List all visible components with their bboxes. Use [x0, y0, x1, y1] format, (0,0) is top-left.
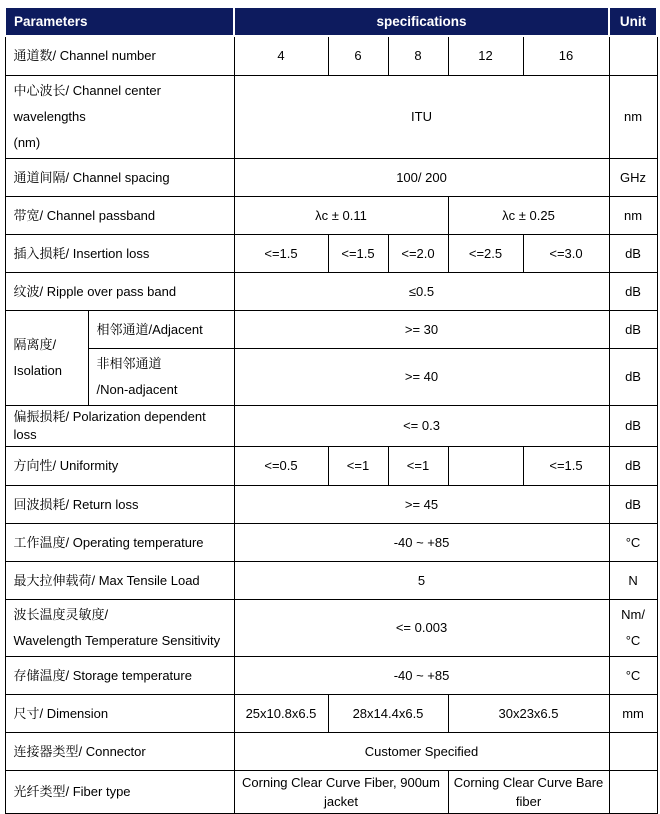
- row-return-loss: [5, 486, 657, 524]
- max-tensile-label: 最大拉伸载荷/ Max Tensile Load: [5, 562, 234, 600]
- fiber-type-jacketed: Corning Clear Curve Fiber, 900um jacket: [234, 771, 448, 814]
- channel-number-12: 12: [448, 36, 523, 76]
- wavelength-sensitivity-value: <= 0.003: [234, 600, 609, 657]
- wavelength-sensitivity-line1: 波长温度灵敏度/: [13, 607, 109, 622]
- channel-number-unit: [609, 36, 657, 76]
- row-fiber-type: [5, 771, 657, 814]
- isolation-non-adjacent-label: [88, 349, 234, 406]
- storage-temp-label: 存储温度/ Storage temperature: [5, 657, 234, 695]
- isolation-non-adjacent-line1: 非相邻通道: [96, 356, 162, 371]
- header-specifications: specifications: [234, 7, 609, 36]
- center-wavelength-value: ITU: [234, 76, 609, 159]
- insertion-loss-6ch: <=1.5: [328, 235, 388, 273]
- isolation-adjacent-unit: dB: [609, 311, 657, 349]
- channel-number-label: 通道数/ Channel number: [5, 36, 234, 76]
- row-dimension: [5, 695, 657, 733]
- center-wavelength-unit: nm: [609, 76, 657, 159]
- channel-number-4: 4: [234, 36, 328, 76]
- insertion-loss-label: 插入损耗/ Insertion loss: [5, 235, 234, 273]
- insertion-loss-unit: dB: [609, 235, 657, 273]
- operating-temp-label: 工作温度/ Operating temperature: [5, 524, 234, 562]
- dimension-label: 尺寸/ Dimension: [5, 695, 234, 733]
- isolation-group-label: [5, 311, 88, 406]
- wavelength-sensitivity-label: [5, 600, 234, 657]
- pdl-value: <= 0.3: [234, 406, 609, 447]
- isolation-non-adjacent-unit: dB: [609, 349, 657, 406]
- row-isolation-adjacent: [5, 311, 657, 349]
- row-operating-temp: [5, 524, 657, 562]
- uniformity-6ch: <=1: [328, 447, 388, 486]
- center-wavelength-label-line1: 中心波长/ Channel center wavelengths: [13, 83, 161, 124]
- center-wavelength-label: [5, 76, 234, 159]
- passband-value-narrow: λc ± 0.11: [234, 197, 448, 235]
- pdl-unit: dB: [609, 406, 657, 447]
- row-channel-spacing: [5, 159, 657, 197]
- wavelength-sensitivity-unit: [609, 600, 657, 657]
- fiber-type-bare: Corning Clear Curve Bare fiber: [448, 771, 609, 814]
- operating-temp-unit: °C: [609, 524, 657, 562]
- header-unit: Unit: [609, 7, 657, 36]
- ripple-unit: dB: [609, 273, 657, 311]
- passband-value-wide: λc ± 0.25: [448, 197, 609, 235]
- dimension-4ch: 25x10.8x6.5: [234, 695, 328, 733]
- spec-table: [4, 6, 658, 814]
- uniformity-unit: dB: [609, 447, 657, 486]
- operating-temp-value: -40 ~ +85: [234, 524, 609, 562]
- row-connector: [5, 733, 657, 771]
- channel-spacing-unit: GHz: [609, 159, 657, 197]
- center-wavelength-label-line2: (nm): [13, 135, 41, 150]
- isolation-adjacent-value: >= 30: [234, 311, 609, 349]
- insertion-loss-8ch: <=2.0: [388, 235, 448, 273]
- isolation-non-adjacent-line2: /Non-adjacent: [96, 382, 178, 397]
- row-passband: [5, 197, 657, 235]
- ripple-value: ≤0.5: [234, 273, 609, 311]
- connector-unit: [609, 733, 657, 771]
- uniformity-4ch: <=0.5: [234, 447, 328, 486]
- isolation-non-adjacent-value: >= 40: [234, 349, 609, 406]
- dimension-unit: mm: [609, 695, 657, 733]
- isolation-adjacent-label: 相邻通道/Adjacent: [88, 311, 234, 349]
- return-loss-unit: dB: [609, 486, 657, 524]
- row-center-wavelength: [5, 76, 657, 159]
- header-row: [5, 7, 657, 36]
- connector-value: Customer Specified: [234, 733, 609, 771]
- storage-temp-value: -40 ~ +85: [234, 657, 609, 695]
- wavelength-sensitivity-unit-line1: Nm/: [621, 607, 645, 622]
- passband-label: 带宽/ Channel passband: [5, 197, 234, 235]
- fiber-type-label: 光纤类型/ Fiber type: [5, 771, 234, 814]
- channel-number-16: 16: [523, 36, 609, 76]
- row-isolation-non-adjacent: [5, 349, 657, 406]
- max-tensile-unit: N: [609, 562, 657, 600]
- row-ripple: [5, 273, 657, 311]
- passband-unit: nm: [609, 197, 657, 235]
- return-loss-value: >= 45: [234, 486, 609, 524]
- dimension-6-8ch: 28x14.4x6.5: [328, 695, 448, 733]
- channel-number-6: 6: [328, 36, 388, 76]
- row-pdl: [5, 406, 657, 447]
- wavelength-sensitivity-line2: Wavelength Temperature Sensitivity: [13, 633, 221, 648]
- row-storage-temp: [5, 657, 657, 695]
- row-insertion-loss: [5, 235, 657, 273]
- storage-temp-unit: °C: [609, 657, 657, 695]
- insertion-loss-16ch: <=3.0: [523, 235, 609, 273]
- row-channel-number: [5, 36, 657, 76]
- wavelength-sensitivity-unit-line2: °C: [625, 633, 641, 648]
- connector-label: 连接器类型/ Connector: [5, 733, 234, 771]
- channel-spacing-label: 通道间隔/ Channel spacing: [5, 159, 234, 197]
- insertion-loss-12ch: <=2.5: [448, 235, 523, 273]
- pdl-label: 偏振损耗/ Polarization dependent loss: [5, 406, 234, 447]
- channel-number-8: 8: [388, 36, 448, 76]
- row-max-tensile: [5, 562, 657, 600]
- row-uniformity: [5, 447, 657, 486]
- dimension-12-16ch: 30x23x6.5: [448, 695, 609, 733]
- isolation-group-line1: 隔离度/: [13, 337, 57, 352]
- uniformity-12ch: [448, 447, 523, 486]
- uniformity-label: 方向性/ Uniformity: [5, 447, 234, 486]
- max-tensile-value: 5: [234, 562, 609, 600]
- insertion-loss-4ch: <=1.5: [234, 235, 328, 273]
- return-loss-label: 回波损耗/ Return loss: [5, 486, 234, 524]
- isolation-group-line2: Isolation: [13, 363, 62, 378]
- header-parameters: Parameters: [5, 7, 234, 36]
- uniformity-16ch: <=1.5: [523, 447, 609, 486]
- uniformity-8ch: <=1: [388, 447, 448, 486]
- row-wavelength-sensitivity: [5, 600, 657, 657]
- channel-spacing-value: 100/ 200: [234, 159, 609, 197]
- ripple-label: 纹波/ Ripple over pass band: [5, 273, 234, 311]
- fiber-type-unit: [609, 771, 657, 814]
